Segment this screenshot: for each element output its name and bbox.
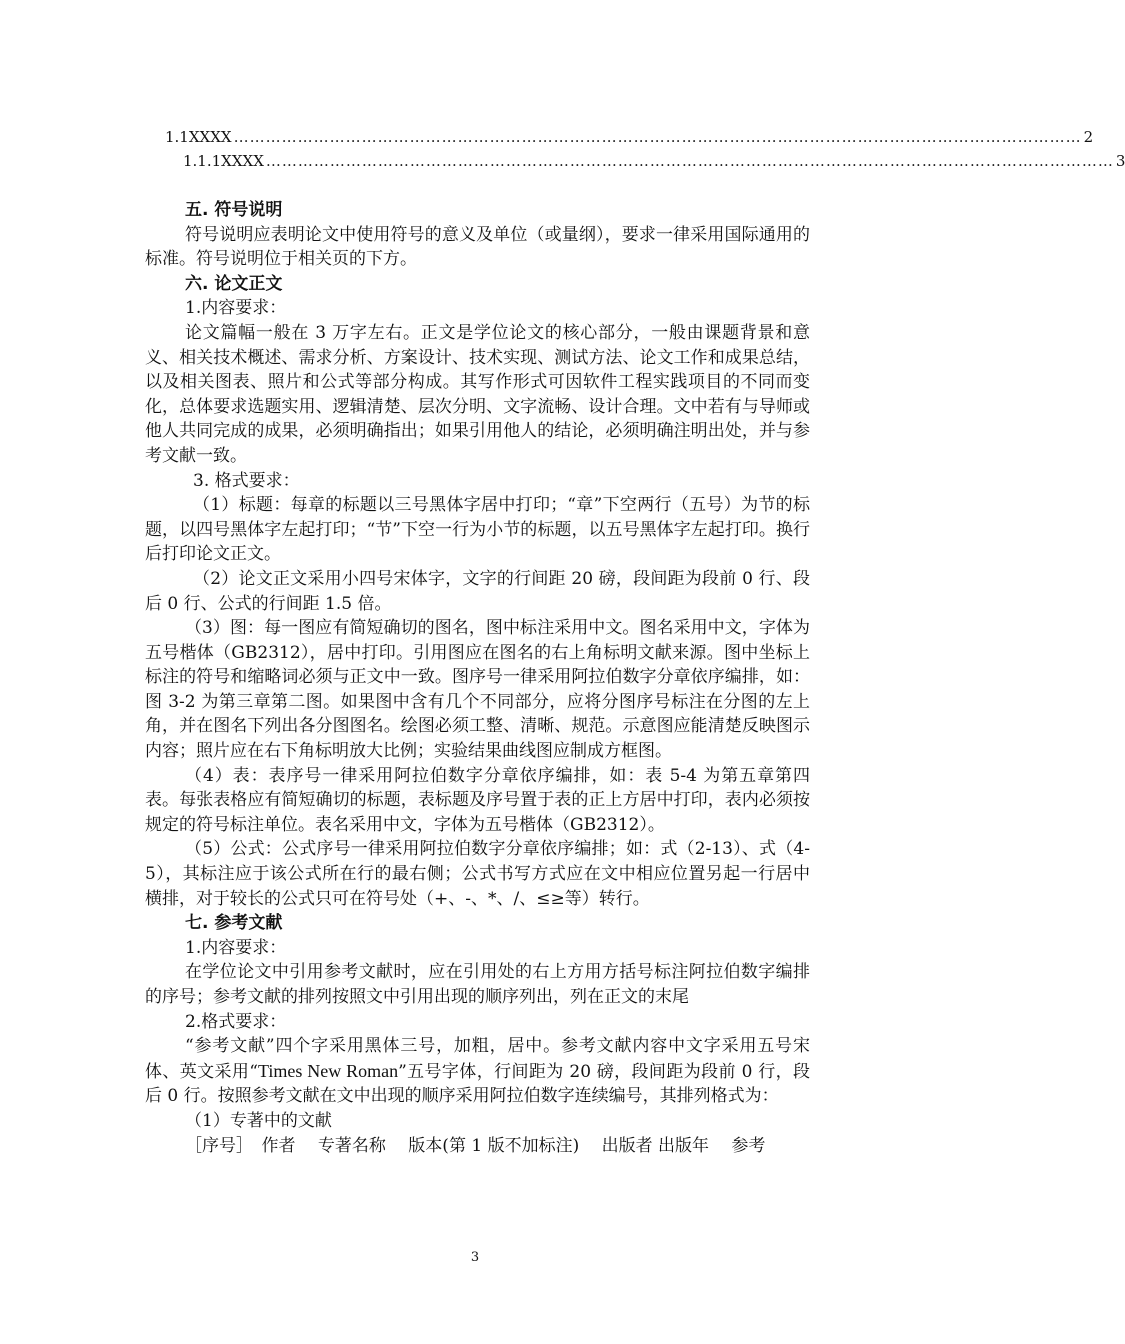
page-number: 3 <box>470 1250 480 1265</box>
subheading: 2.格式要求： <box>185 1011 287 1032</box>
section-heading: 七. 参考文献 <box>185 913 283 934</box>
paragraph-text: “参考文献”四个字采用黑体三号，加粗，居中。参考文献内容中文字采用五号宋体、英文采用“ <box>145 1036 810 1082</box>
toc-number: 1.1.1 <box>183 152 222 170</box>
section-heading: 六. 论文正文 <box>185 273 283 294</box>
paragraph: 在学位论文中引用参考文献时，应在引用处的右上方用方括号标注阿拉伯数字编排的序号；参考文献的排列按照文中引用出现的顺序列出，列在正文的末尾 <box>145 962 810 1007</box>
paragraph: 论文篇幅一般在 3 万字左右。正文是学位论文的核心部分，一般由课题背景和意义、相关技术概述、需求分析、方案设计、技术实现、测试方法、论文工作和成果总结，以及相关图表、照片和公式等部分构成。其写作形式可因软件工程实践项目的不同而变化，总体要求选题实用、逻辑清楚、层次分明、文字流畅、设计合理。文中若有与导师或他人共同完成的成果，必须明确指出；如果引用他人的结论，必须明确注明出处，并与参考文献一致。 <box>145 322 810 466</box>
paragraph: 符号说明应表明论文中使用符号的意义及单位（或量纲），要求一律采用国际通用的标准。符号说明位于相关页的下方。 <box>145 224 810 270</box>
subheading: 1.内容要求： <box>185 937 287 958</box>
paragraph-text: ”五号字体，行间距为 20 磅，段间距为段前 0 行，段后 0 行。按照参考文献在文中出现的顺序采用阿拉伯数字连续编号，其排列格式为： <box>145 1061 810 1107</box>
list-item: （1）专著中的文献 <box>185 1110 332 1131</box>
paragraph: （2）论文正文采用小四号宋体字，文字的行间距 20 磅，段间距为段前 0 行、段后 0 行、公式的行间距 1.5 倍。 <box>145 568 810 614</box>
font-name: Times New Roman <box>257 1060 399 1081</box>
toc-number: 1.1 <box>165 128 189 146</box>
subheading: 1.内容要求： <box>185 298 287 319</box>
toc-line <box>165 127 1094 147</box>
toc-page-number: 2 <box>1083 128 1094 146</box>
reference-format: ［序号］ 作者 专著名称 版本(第 1 版不加标注) 出版者 出版年 参考 <box>185 1135 766 1156</box>
paragraph: （4）表：表序号一律采用阿拉伯数字分章依序编排，如：表 5-4 为第五章第四表。每张表格应有简短确切的标题，表标题及序号置于表的正上方居中打印，表内必须按规定的符号标注单位。表名采用中文，字体为五号楷体（GB2312）。 <box>145 765 810 835</box>
toc-line <box>183 151 1125 171</box>
toc-title: XXXX <box>188 128 232 146</box>
subheading: 3. 格式要求： <box>193 470 300 491</box>
toc-title: XXXX <box>221 152 264 170</box>
toc-page-number: 3 <box>1115 152 1125 170</box>
paragraph: （5）公式：公式序号一律采用阿拉伯数字分章依序编排；如：式（2-13）、式（4-5），其标注应于该公式所在行的最右侧；公式书写方式应在文中相应位置另起一行居中横排，对于较长的公式只可在符号处（+、-、*、/、≤≥等）转行。 <box>145 839 810 909</box>
toc-leader-dots: …………………………………………………………………………………………………………………………………………… <box>265 152 1114 170</box>
paragraph: （3）图：每一图应有简短确切的图名，图中标注采用中文。图名采用中文，字体为五号楷体（GB2312），居中打印。引用图应在图名的右上角标明文献来源。图中坐标上标注的符号和缩略词必须与正文中一致。图序号一律采用阿拉伯数字分章依序编排，如：图 3-2 为第三章第二图。如果图中含有几个不同部分，应将分图序号标注在分图的左上角，并在图名下列出各分图图名。绘图必须工整、清晰、规范。示意图应能清楚反映图示内容；照片应在右下角标明放大比例；实验结果曲线图应制成方框图。 <box>145 618 810 762</box>
toc-leader-dots: …………………………………………………………………………………………………………………………………………… <box>233 128 1082 146</box>
document-body <box>145 198 810 1158</box>
paragraph <box>145 1034 810 1109</box>
section-heading: 五. 符号说明 <box>185 200 283 220</box>
paragraph: （1）标题：每章的标题以三号黑体字居中打印；“章”下空两行（五号）为节的标题，以四号黑体字左起打印；“节”下空一行为小节的标题，以五号黑体字左起打印。换行后打印论文正文。 <box>145 495 810 565</box>
